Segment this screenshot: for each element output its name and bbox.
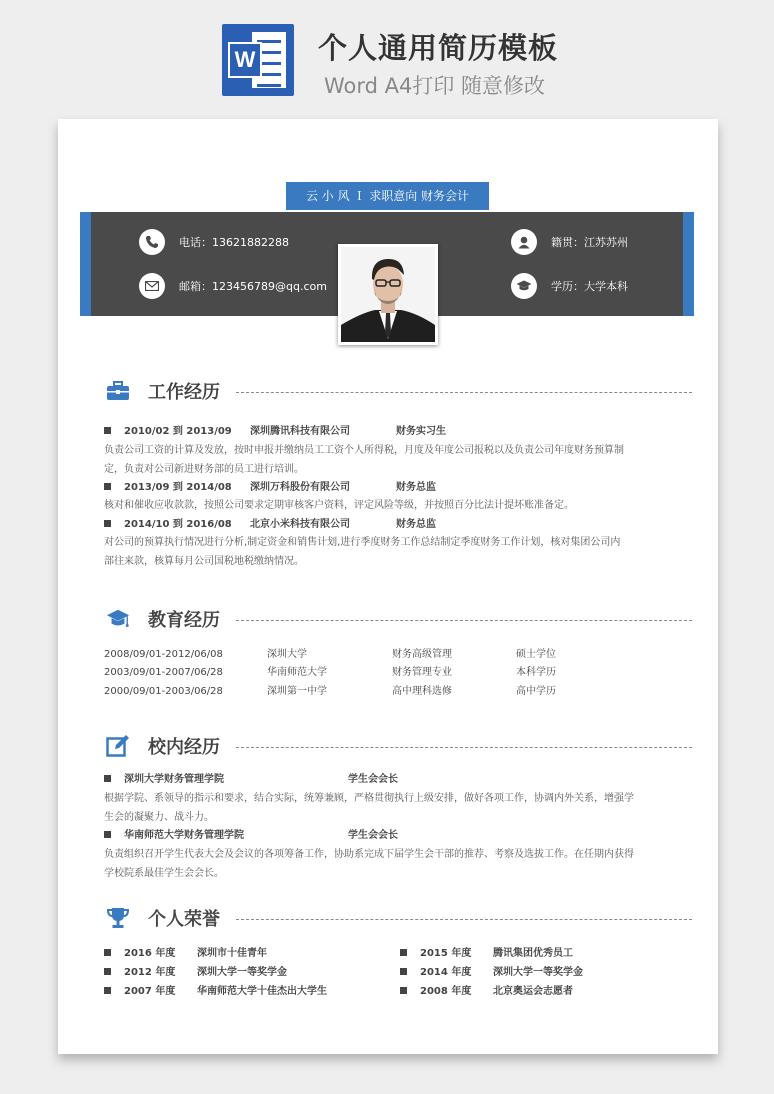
top-banner [0, 0, 774, 108]
briefcase-icon [106, 380, 130, 402]
name-intent-bar: 云 小 风 Ｉ 求职意向 财务会计 [286, 182, 489, 210]
campus-item-desc: 根据学院、系领导的指示和要求，结合实际，统筹兼顾，严格贯彻执行上级安排，做好各项工作，协调内外关系，增强学 生会的凝聚力、战斗力。 [104, 793, 634, 823]
honor-item: 2014 年度 深圳大学一等奖学金 [400, 964, 420, 982]
email-item [139, 273, 327, 299]
honors-section-header [106, 905, 692, 931]
edit-icon [106, 735, 130, 757]
campus-item-header: 深圳大学财务管理学院 学生会会长 [104, 771, 124, 789]
work-item-desc: 核对和催收应收款款，按照公司要求定期审核客户资料，评定风险等级，并按照百分比法计提坏账准备定。 [104, 500, 574, 511]
graduation-cap-icon [106, 608, 130, 630]
banner-subtitle: Word A4打印 随意修改 [324, 74, 546, 98]
phone-item [139, 229, 289, 255]
campus-section-header [106, 733, 692, 759]
honors-title: 个人荣誉 [148, 909, 220, 930]
email-text: 邮箱：123456789@qq.com [179, 280, 327, 293]
phone-icon [139, 229, 165, 255]
resume-page: 云 小 风 Ｉ 求职意向 财务会计 电话：13621882288 邮箱：123456789@qq.com 籍贯：江苏苏州 学历：大学本科 工作经历 2010/02 到 2013/09 深圳腾讯科技有限公司 财务实习生 负责公司工资的计算及发放，按时申报并缴纳员工工资个人所得税，月度及年度公司报税以及负责公司年度财务预算制 定，负责对公司新进财务部的员工进行培训。 2013/09 到 2014/08 深圳万科股份有限公司 财务总监 核对和催收应收款款，按照公司要求定期审核客户资料，评定风险等级，并按照百分比法计提坏账准备定。 2014/10 到 2016/08 北京小米科技有限公司 财务总监 对公司的预算执行情况进行分析,制定资金和销售计划,进行季度财务工作总结制定季度财务工作计划，核对集团公司内 部往来款，核算每月公司国税地税缴纳情况。 教育经历 2008/09/01-2012/06/08 深圳大学 财务高级管理 硕士学位 2003/09/01-2007/06/28 华南师范大学 财务管理专业 本科学历 2000/09/01-2003/06/28 深圳第一中学 高中理科选修 高中学历 校内经历 深圳大学财务管理学院 学生会会长 根据学院、系领导的指示和要求，结合实际，统筹兼顾，严格贯彻执行上级安排，做好各项工作，协调内外关系，增强学 生会的凝聚力、战斗力。 华南师范大学财务管理学院 学生会会长 负责组织召开学生代表大会及会议的各项筹备工作，协助系完成下届学生会干部的推荐、考察及选拔工作。在任期内获得 学校院系最佳学生会会长。 个人荣誉 2016 年度 深圳市十佳青年 2012 年度 深圳大学一等奖学金 2007 年度 华南师范大学十佳杰出大学生 2015 年度 腾讯集团优秀员工 2014 年度 深圳大学一等奖学金 2008 年度 北京奥运会志愿者 [58, 119, 718, 1054]
word-doc-icon: W [222, 24, 294, 96]
honor-item: 2008 年度 北京奥运会志愿者 [400, 983, 420, 1001]
work-title: 工作经历 [148, 382, 220, 403]
education-section-header [106, 606, 692, 632]
work-item-header: 2014/10 到 2016/08 北京小米科技有限公司 财务总监 [104, 516, 124, 534]
education-text: 学历：大学本科 [551, 280, 628, 293]
work-item-desc: 对公司的预算执行情况进行分析,制定资金和销售计划,进行季度财务工作总结制定季度财务工作计划，核对集团公司内 部往来款，核算每月公司国税地税缴纳情况。 [104, 537, 621, 567]
mail-icon [139, 273, 165, 299]
section-divider [236, 620, 692, 621]
trophy-icon [106, 907, 130, 929]
work-item-header: 2013/09 到 2014/08 深圳万科股份有限公司 财务总监 [104, 479, 124, 497]
campus-item-header: 华南师范大学财务管理学院 学生会会长 [104, 827, 124, 845]
section-divider [236, 392, 692, 393]
hometown-item [511, 229, 628, 255]
phone-text: 电话：13621882288 [179, 236, 289, 249]
section-divider [236, 747, 692, 748]
section-divider [236, 919, 692, 920]
hometown-text: 籍贯：江苏苏州 [551, 236, 628, 249]
banner-title: 个人通用简历模板 [318, 31, 559, 65]
education-title: 教育经历 [148, 610, 220, 631]
profile-photo [338, 244, 438, 345]
campus-title: 校内经历 [148, 737, 220, 758]
honor-item: 2007 年度 华南师范大学十佳杰出大学生 [104, 983, 124, 1001]
campus-item-desc: 负责组织召开学生代表大会及会议的各项筹备工作，协助系完成下届学生会干部的推荐、考察及选拔工作。在任期内获得 学校院系最佳学生会会长。 [104, 849, 634, 879]
work-item-desc: 负责公司工资的计算及发放，按时申报并缴纳员工工资个人所得税，月度及年度公司报税以及负责公司年度财务预算制 定，负责对公司新进财务部的员工进行培训。 [104, 445, 624, 475]
user-icon [511, 229, 537, 255]
graduation-cap-icon [511, 273, 537, 299]
work-item-header: 2010/02 到 2013/09 深圳腾讯科技有限公司 财务实习生 [104, 423, 124, 441]
honor-item: 2012 年度 深圳大学一等奖学金 [104, 964, 124, 982]
work-section-header [106, 378, 692, 404]
honor-item: 2016 年度 深圳市十佳青年 [104, 945, 124, 963]
education-item [511, 273, 628, 299]
honor-item: 2015 年度 腾讯集团优秀员工 [400, 945, 420, 963]
